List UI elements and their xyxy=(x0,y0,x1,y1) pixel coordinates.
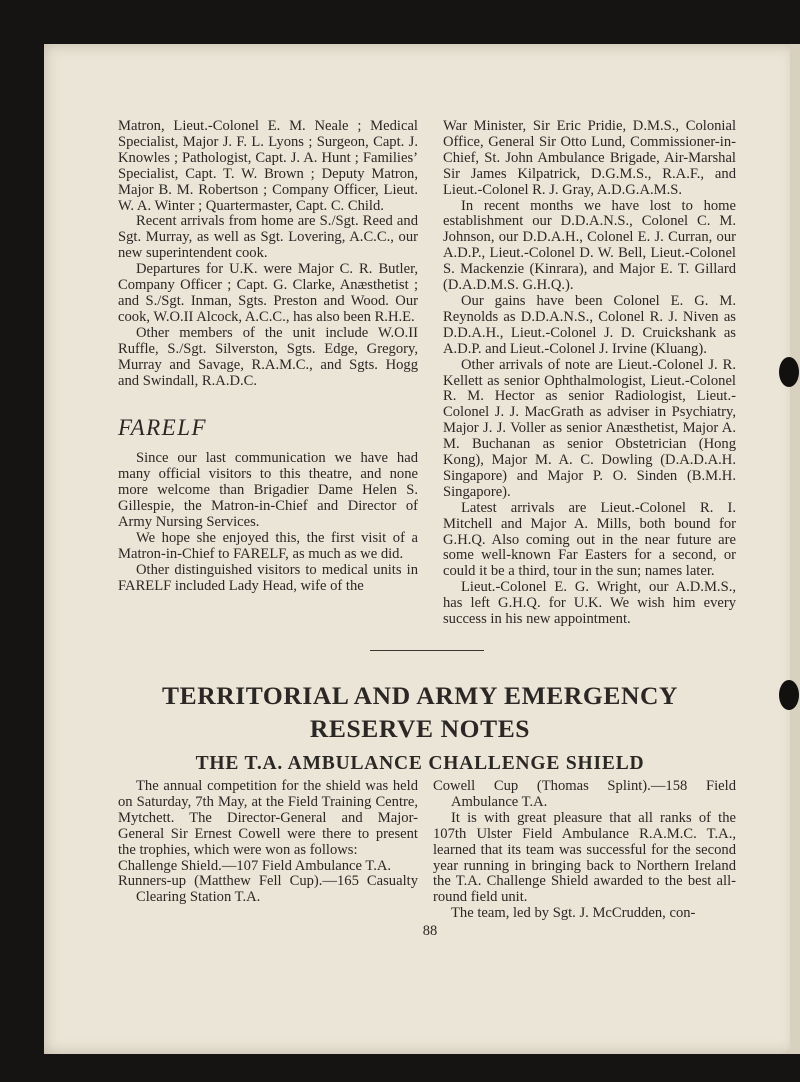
section-title-line2: RESERVE NOTES xyxy=(309,714,531,743)
bottom-right-column xyxy=(433,779,736,922)
section-title-line1: TERRITORIAL AND ARMY EMERGENCY xyxy=(161,681,679,710)
bottom-left-column xyxy=(118,779,418,906)
binder-hole-top xyxy=(779,357,799,387)
right-column xyxy=(443,119,736,628)
paragraph: Latest arrivals are Lieut.-Colonel R. I. Mitchell and Major A. Mills, both bound for G.H.Q. Also coming out in the near future are some well-known Far Easters for a second, or could it be a third, tour in the sun; names later. xyxy=(443,499,736,580)
paragraph: Since our last communication we have had many official visitors to this theatre, and none more welcome than Brigadier Dame Helen S. Gillespie, the Matron-in-Chief and Director of Army Nursing Services. xyxy=(118,450,418,531)
paragraph: In recent months we have lost to home establishment our D.D.A.N.S., Colonel C. M. Johnson, our D.D.A.H., Colonel E. J. Curran, our A.D.P., Lieut.-Colonel D. W. Bell, Lieut.-Colonel S. Mackenzie (Kinrara), and Major E. T. Gillard (D.A.D.M.S. G.H.Q.). xyxy=(443,197,736,294)
result-line: Cowell Cup (Thomas Splint).—158 Field Ambulance T.A. xyxy=(433,778,736,810)
paragraph: The team, led by Sgt. J. McCrudden, con- xyxy=(451,905,696,922)
paragraph: We hope she enjoyed this, the first visit of a Matron-in-Chief to FARELF, as much as we did. xyxy=(118,529,418,562)
page-number: 88 xyxy=(422,923,438,939)
paragraph: Other distinguished visitors to medical units in FARELF included Lady Head, wife of the xyxy=(118,561,418,594)
left-column xyxy=(118,119,418,595)
paragraph: Our gains have been Colonel E. G. M. Reynolds as D.D.A.N.S., Colonel R. J. Niven as D.D.A.H., Lieut.-Colonel J. D. Cruickshank as A.D.P. and Lieut.-Colonel J. Irvine (Kluang). xyxy=(443,292,736,357)
paragraph: Departures for U.K. were Major C. R. Butler, Company Officer ; Capt. G. Clarke, Anæsthetist ; and S./Sgt. Inman, Sgts. Preston and Wood. Our cook, W.O.II Alcock, A.C.C., has also been R.H.E. xyxy=(118,261,418,325)
paragraph: Other arrivals of note are Lieut.-Colonel J. R. Kellett as senior Ophthalmologist, Lieut.-Colonel R. M. Hector as senior Radiologist, Lieut.-Colonel J. J. MacGrath as adviser in Psychiatry, Major J. J. Voller as senior Anæsthetist, Major A. M. Buchanan as senior Obstetrician (Hong Kong), Major M. A. C. Dowling (D.A.D.A.H. Singapore) and Major P. O. Sinden (B.M.H. Singapore). xyxy=(443,356,736,500)
result-line: Challenge Shield.—107 Field Ambulance T.A. xyxy=(118,857,392,874)
section-subtitle: THE T.A. AMBULANCE CHALLENGE SHIELD xyxy=(195,753,645,774)
page-edge xyxy=(790,44,800,1054)
farelf-heading: FARELF xyxy=(118,415,208,441)
paragraph: Lieut.-Colonel E. G. Wright, our A.D.M.S., has left G.H.Q. for U.K. We wish him every success in his new appointment. xyxy=(443,579,736,628)
paragraph: The annual competition for the shield was held on Saturday, 7th May, at the Field Training Centre, Mytchett. The Director-General and Major-General Sir Ernest Cowell were there to present the trophies, which were won as follows: xyxy=(118,778,418,858)
paragraph: Recent arrivals from home are S./Sgt. Reed and Sgt. Murray, as well as Sgt. Lovering, A.C.C., our new superintendent cook. xyxy=(118,213,418,262)
paragraph: Other members of the unit include W.O.II Ruffle, S./Sgt. Silverston, Sgts. Edge, Gregory, Murray and Savage, R.A.M.C., and Sgts. Hogg and Swindall, R.A.D.C. xyxy=(118,324,418,389)
result-line: Runners-up (Matthew Fell Cup).—165 Casualty Clearing Station T.A. xyxy=(118,873,418,906)
section-divider xyxy=(370,650,484,651)
paragraph: War Minister, Sir Eric Pridie, D.M.S., Colonial Office, General Sir Otto Lund, Commissioner-in-Chief, St. John Ambulance Brigade, Air-Marshal Sir James Kilpatrick, D.G.M.S., R.A.F., and Lieut.-Colonel R. J. Gray, A.D.G.A.M.S. xyxy=(443,118,736,198)
section-title xyxy=(44,679,796,745)
paragraph: It is with great pleasure that all ranks of the 107th Ulster Field Ambulance R.A.M.C. T.A., learned that its team was successful for the second year running in bringing back to Northern Ireland the T.A. Challenge Shield awarded to the best all-round field unit. xyxy=(433,809,736,906)
paragraph: Matron, Lieut.-Colonel E. M. Neale ; Medical Specialist, Major J. F. L. Lyons ; Surgeon, Capt. J. Knowles ; Pathologist, Capt. J. A. Hunt ; Families’ Specialist, Capt. T. W. Brown ; Deputy Matron, Major B. M. Robertson ; Company Officer, Lieut. W. A. Winter ; Quartermaster, Capt. C. Child. xyxy=(118,118,418,214)
